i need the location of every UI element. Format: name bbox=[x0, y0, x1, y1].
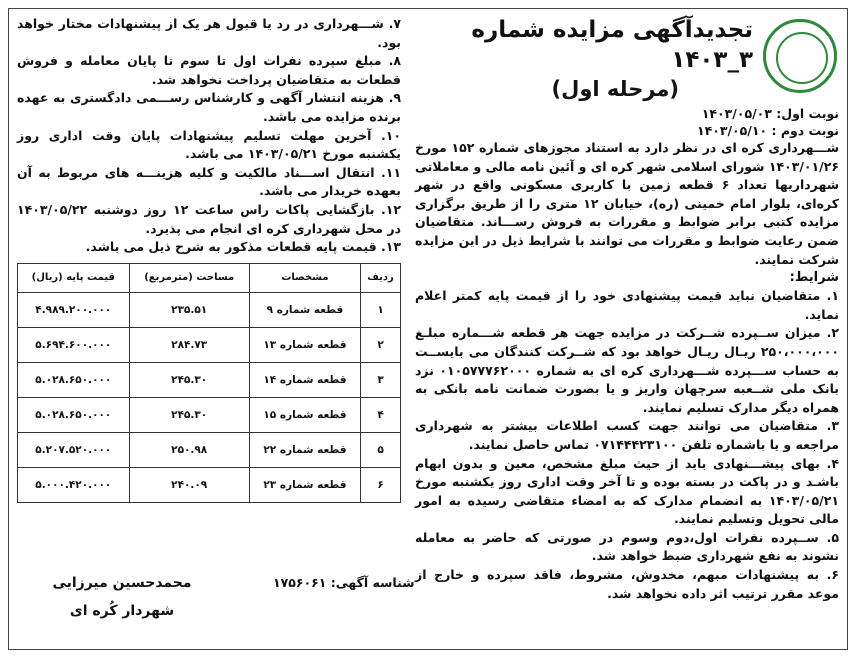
row-description: قطعه شماره ۲۳ bbox=[249, 467, 360, 502]
ad-subtitle: (مرحله اول) bbox=[551, 77, 679, 101]
condition-10: ۱۰. آخرین مهلت تسلیم پیشنهادات پایان وقت اداری روز یکشنبه مورخ ۱۴۰۳/۰۵/۲۱ می باشد. bbox=[17, 127, 401, 162]
base-price-table bbox=[17, 263, 401, 503]
intro-paragraph: شـــهرداری کره ای در نظر دارد به استناد مجوزهای شماره ۱۵۲ مورخ ۱۴۰۳/۰۱/۲۶ شورای اسلامی شهر کره ای و آئین نامه مالی و معاملاتی شهرداریها تعداد ۶ قطعه زمین با کاربری مسکونی واقع در شهر کره‌ای، بلوار امام خمینی (ره)، خیابان ۱۲ متری را از طریق برگزاری مزایده کتبی برابر ضوابط و مقررات به فروش رســـاند. متقاضیان ضمن رعایت ضوابط و مقررات می توانند با شرایط ذیل در این مزایده شرکت نمایند. bbox=[415, 140, 840, 267]
row-price: ۴.۹۸۹.۲۰۰.۰۰۰ bbox=[18, 292, 130, 327]
row-area: ۲۴۰.۰۹ bbox=[129, 467, 249, 502]
row-price: ۵.۰۲۸.۶۵۰.۰۰۰ bbox=[18, 362, 130, 397]
table-row bbox=[18, 432, 401, 467]
ad-page bbox=[8, 8, 848, 650]
condition-4: ۴. بهای پیشـــنهادی باید از حیث مبلغ مشخص، معین و بدون ابهام باشـد و در پاکت در بسته بوده و تا آخر وقت اداری روز یکشنبه مورخ ۱۴۰۳/۰۵/۲۱ به انضمام مدارک که به امضاء متقاضی رسیده به امور مالی تحویل وتسلیم نمایند. bbox=[415, 455, 839, 527]
row-number: ۲ bbox=[361, 327, 401, 362]
condition-2: ۲. میزان ســپرده شــرکت در مزایده جهت هر قطعه شـــماره مبلـغ ۲۵۰،۰۰۰،۰۰۰ ریـال ریـال خواهد بود که شــرکت کنندگان می بایســت به حساب ســـپرده شـــهرداری کره ای به شماره ۰۱۰۵۷۷۷۶۲۰۰۰ نزد بانک ملی شــعبه سرچهان واریز و یا بصورت ضمانت نامه بانکی به همراه دیگر مدارک تسلیم نمایند. bbox=[415, 325, 839, 415]
col-description: مشخصات bbox=[249, 263, 360, 292]
table-header-row bbox=[18, 263, 401, 292]
condition-8: ۸. مبلغ سپرده نفرات اول تا سوم تا پایان معامله و فروش قطعات به متقاضیان پرداخت نخواهد شد. bbox=[17, 53, 401, 87]
condition-12: ۱۲. بازگشایی پاکات راس ساعت ۱۲ روز دوشنبه ۱۴۰۳/۰۵/۲۲ در محل شهرداری کره ای انجام می پذیرد. bbox=[17, 201, 401, 236]
col-area: مساحت (مترمربع) bbox=[129, 263, 249, 292]
second-turn-date: نوبت دوم : ۱۴۰۳/۰۵/۱۰ bbox=[696, 123, 839, 138]
signature-block bbox=[17, 569, 227, 625]
table-row bbox=[18, 362, 401, 397]
table-row bbox=[18, 397, 401, 432]
row-number: ۵ bbox=[361, 432, 401, 467]
signer-name: محمدحسین میرزایی bbox=[52, 575, 192, 591]
row-area: ۲۴۵.۳۰ bbox=[129, 362, 249, 397]
table-row bbox=[18, 292, 401, 327]
row-area: ۲۵۰.۹۸ bbox=[129, 432, 249, 467]
condition-5: ۵. ســپرده نفرات اول،دوم وسوم در صورتی که حاضر به معامله نشوند به نفع شهرداری ضبط خواهد شد. bbox=[415, 529, 839, 564]
ad-number: شناسه آگهی: ۱۷۵۶۰۶۱ bbox=[273, 575, 415, 590]
row-number: ۶ bbox=[361, 467, 401, 502]
col-row-number: ردیف bbox=[361, 263, 401, 292]
right-column bbox=[415, 15, 839, 603]
condition-13: ۱۳. قیمت پایه قطعات مذکور به شرح ذیل می باشد. bbox=[85, 239, 401, 255]
row-area: ۲۳۵.۵۱ bbox=[129, 292, 249, 327]
left-column bbox=[17, 15, 401, 503]
condition-7: ۷. شـــهرداری در رد یا قبول هر یک از پیشنهادات مختار خواهد بود. bbox=[17, 16, 401, 50]
ad-title: تجدیدآگهی مزایده شماره ۳_۱۴۰۳ bbox=[471, 17, 753, 73]
table-row bbox=[18, 327, 401, 362]
condition-9: ۹. هزینه انتشار آگهی و کارشناس رســـمی دادگستری به عهده برنده مزایده می باشد. bbox=[17, 90, 401, 124]
row-price: ۵.۶۹۴.۶۰۰.۰۰۰ bbox=[18, 327, 130, 362]
row-price: ۵.۰۰۰.۴۲۰.۰۰۰ bbox=[18, 467, 130, 502]
row-number: ۴ bbox=[361, 397, 401, 432]
col-base-price: قیمت پایه (ریال) bbox=[18, 263, 130, 292]
row-area: ۲۴۵.۳۰ bbox=[129, 397, 249, 432]
publish-dates bbox=[415, 105, 839, 139]
municipality-logo bbox=[763, 19, 837, 93]
condition-6: ۶. به پیشنهادات مبهم، مخدوش، مشروط، فاقد سپرده و خارج از موعد مقرر ترتیب اثر داده نخواهد شد. bbox=[415, 567, 839, 601]
row-price: ۵.۲۰۷.۵۲۰.۰۰۰ bbox=[18, 432, 130, 467]
row-description: قطعه شماره ۱۳ bbox=[249, 327, 360, 362]
row-number: ۳ bbox=[361, 362, 401, 397]
first-turn-date: نوبت اول: ۱۴۰۳/۰۵/۰۳ bbox=[701, 106, 839, 121]
row-description: قطعه شماره ۲۲ bbox=[249, 432, 360, 467]
signer-role: شهردار کُره ای bbox=[69, 603, 175, 619]
row-number: ۱ bbox=[361, 292, 401, 327]
table-row bbox=[18, 467, 401, 502]
row-price: ۵.۰۲۸.۶۵۰.۰۰۰ bbox=[18, 397, 130, 432]
condition-3: ۳. متقاضیان می توانند جهت کسب اطلاعات بیشتر به شهرداری مراجعه و یا باشماره تلفن ۰۷۱۴۴۴۲۳۱۰۰ تماس حاصل نمایند. bbox=[415, 418, 839, 452]
row-description: قطعه شماره ۹ bbox=[249, 292, 360, 327]
condition-11: ۱۱. انتقال اســـناد مالکیت و کلیه هزینـــه های مربوط به آن بعهده خریدار می باشد. bbox=[17, 164, 401, 199]
row-area: ۲۸۴.۷۳ bbox=[129, 327, 249, 362]
conditions-heading: شرایط: bbox=[789, 270, 839, 286]
condition-1: ۱. متقاضیان نباید قیمت پیشنهادی خود را از قیمت پایه کمتر اعلام نماید. bbox=[415, 288, 839, 322]
row-description: قطعه شماره ۱۵ bbox=[249, 397, 360, 432]
row-description: قطعه شماره ۱۴ bbox=[249, 362, 360, 397]
